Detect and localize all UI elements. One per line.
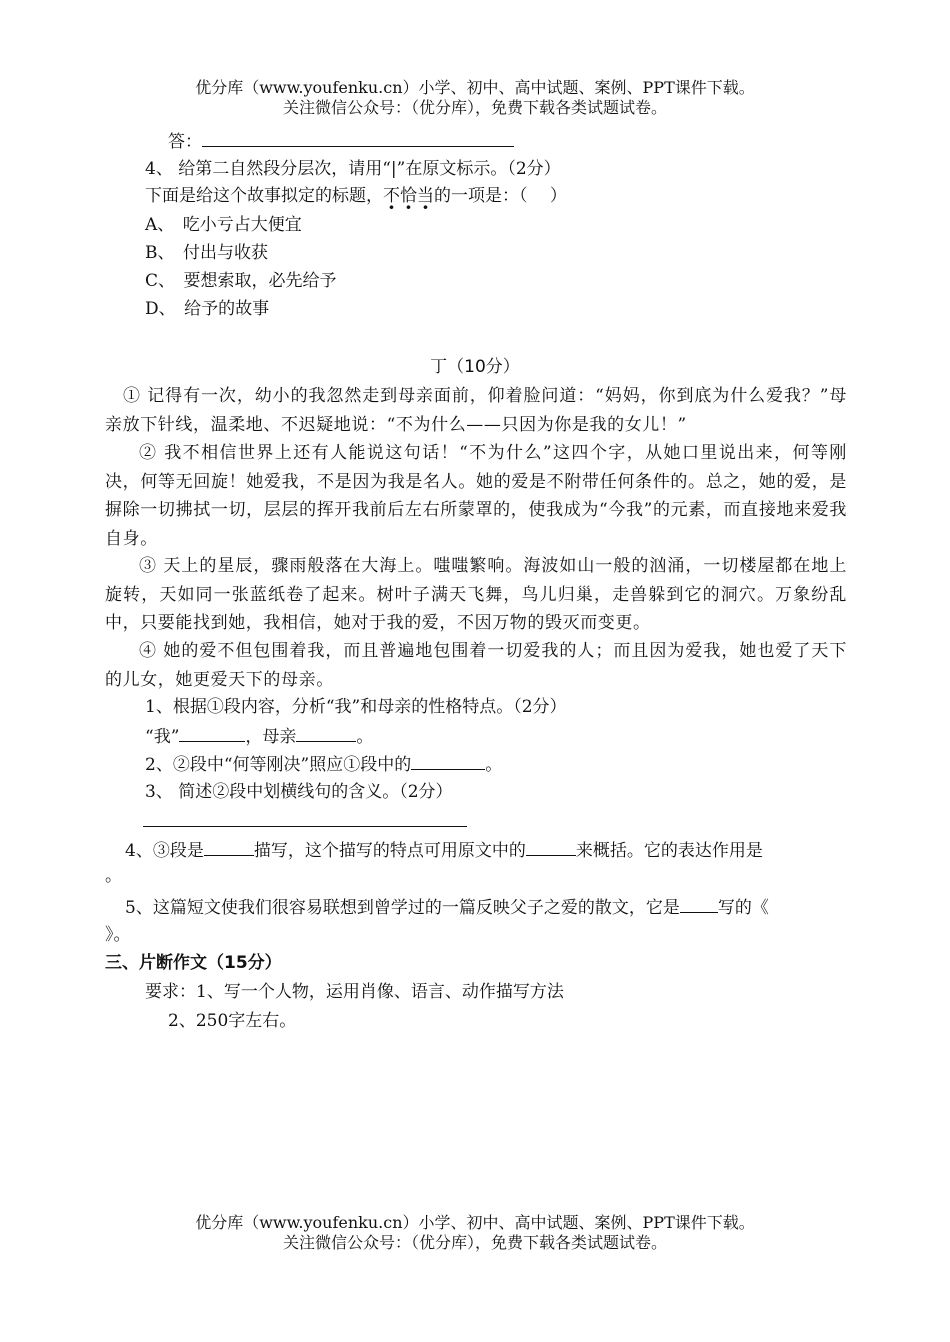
option-d: D、 给予的故事 [145,299,270,319]
q5-part-2: 写的《 [717,898,769,918]
question-1-answer [145,725,373,748]
footer-line-2: 关注微信公众号：（优分库），免费下载各类试题试卷。 [282,1233,667,1252]
title-question [145,185,567,207]
q5-part-1: 5、这篇短文使我们很容易联想到曾学过的一篇反映父子之爱的散文，它是 [125,898,680,918]
q4-part-3: 来概括。它的表达作用是 [575,841,763,861]
option-c: C、 要想索取，必先给予 [145,271,337,291]
question-4-end: 。 [105,866,122,886]
q2-text: 2、②段中“何等刚决”照应①段中的 [145,755,412,775]
answer-blank [202,130,514,147]
passage-paragraph-1: ① 记得有一次，幼小的我忽然走到母亲面前，仰着脸问道：“妈妈，你到底为什么爱我？”母亲放下针线，温柔地、不迟疑地说：“不为什么——只因为你是我的女儿！” [105,386,847,435]
q1-answer-me: “我” [145,727,180,747]
footer-line-1: 优分库（www.youfenku.cn）小学、初中、高中试题、案例、PPT课件下载。 [195,1213,755,1232]
q4-blank-2 [526,839,576,856]
title-question-post: 的一项是：（ ） [434,186,567,206]
question-2 [145,753,502,776]
question-5 [125,896,847,919]
emphasis-char-3: 当 [417,186,434,206]
section-ding-title: 丁（10分） [430,357,520,377]
emphasis-char-2: 恰 [400,186,417,206]
q1-answer-end: 。 [356,727,374,747]
passage-paragraph-4: ④ 她的爱不但包围着我，而且普遍地包围着一切爱我的人；而且因为爱我，她也爱了天下的儿女，她更爱天下的母亲。 [105,641,847,690]
q1-blank-me [179,725,245,742]
requirement-1: 要求：1、写一个人物，运用肖像、语言、动作描写方法 [145,982,564,1002]
section-three-title: 三、片断作文（15分） [105,953,282,973]
option-a: A、 吃小亏占大便宜 [145,215,302,235]
emphasis-char-1: 不 [383,186,400,206]
question-5-end: 》。 [105,925,131,945]
header-line-2: 关注微信公众号：（优分库），免费下载各类试题试卷。 [282,98,667,117]
passage-paragraph-2: ② 我不相信世界上还有人能说这句话！“不为什么”这四个字，从她口里说出来，何等刚决，何等无回旋！她爱我，不是因为我是名人。她的爱是不附带任何条件的。总之，她的爱，是摒除一切拂拭一切，层层的挥开我前后左右所蒙罩的，使我成为“今我”的元素，而直接地来爱我自身。 [105,443,847,549]
question-3-answer-line [143,826,467,827]
q4-blank-1 [204,839,254,856]
title-question-pre: 下面是给这个故事拟定的标题， [145,186,383,206]
question-4 [125,839,847,862]
q4-part-2: 描写，这个描写的特点可用原文中的 [253,841,526,861]
q2-blank [411,753,485,770]
question-1: 1、根据①段内容，分析“我”和母亲的性格特点。（2分） [145,697,567,717]
answer-line [168,130,514,153]
q1-blank-mother [296,725,356,742]
option-b: B、 付出与收获 [145,243,268,263]
requirement-2: 2、250字左右。 [168,1011,297,1031]
q4-part-1: 4、③段是 [125,841,204,861]
question-4-top: 4、 给第二自然段分层次，请用“|”在原文标示。（2分） [145,159,561,179]
q1-answer-mother: ，母亲 [245,727,297,747]
question-3: 3、 简述②段中划横线句的含义。（2分） [145,782,453,802]
answer-label: 答： [168,132,202,152]
header-line-1: 优分库（www.youfenku.cn）小学、初中、高中试题、案例、PPT课件下载。 [195,78,755,97]
passage-paragraph-3: ③ 天上的星辰，骤雨般落在大海上。嗤嗤繁响。海波如山一般的汹涌，一切楼屋都在地上旋转，天如同一张蓝纸卷了起来。树叶子满天飞舞，鸟儿归巢，走兽躲到它的洞穴。万象纷乱中，只要能找到她，我相信，她对于我的爱，不因万物的毁灭而变更。 [105,556,847,633]
q2-end: 。 [485,755,503,775]
q5-blank-author [680,896,718,913]
